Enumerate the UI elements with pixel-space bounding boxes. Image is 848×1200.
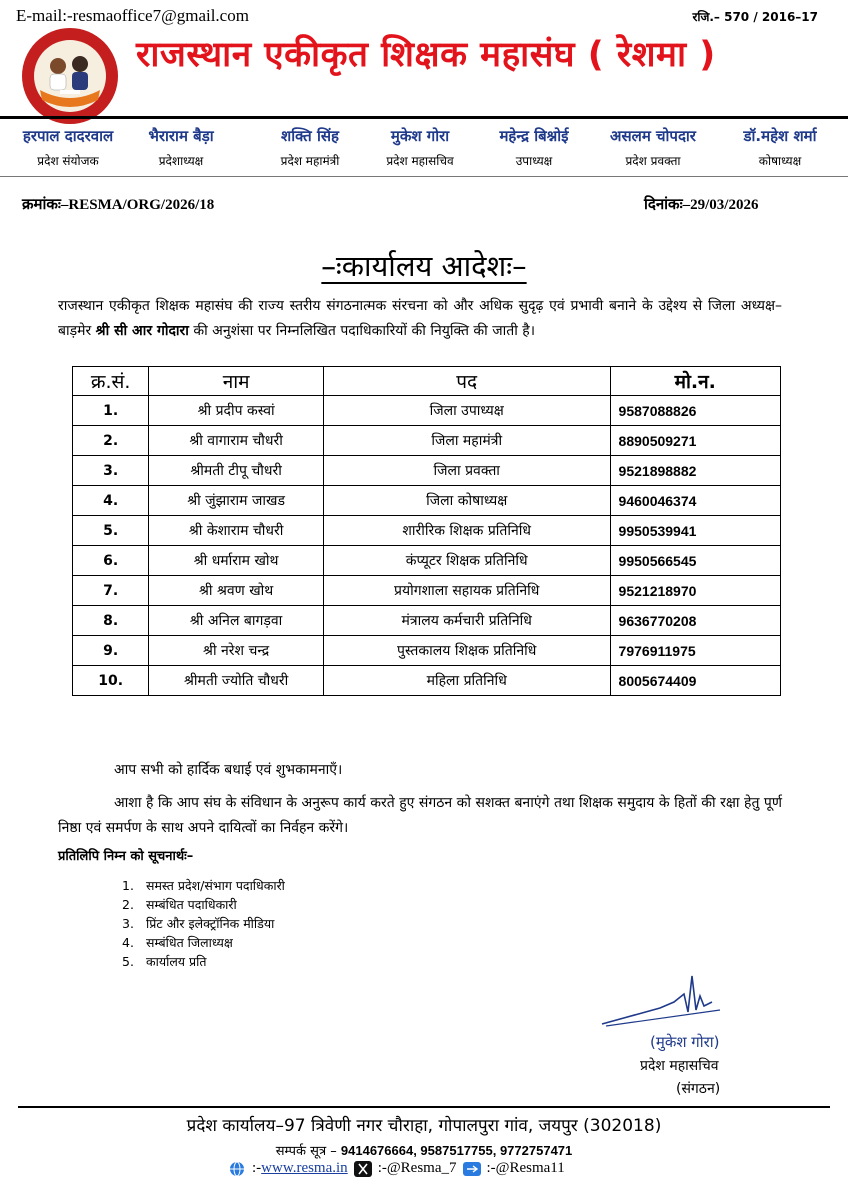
officer (258, 126, 362, 169)
cell-post: पुस्तकालय शिक्षक प्रतिनिधि (323, 636, 610, 666)
cell-name: श्रीमती टीपू चौधरी (149, 456, 324, 486)
cell-post: जिला महामंत्री (323, 426, 610, 456)
cell-mobile: 9460046374 (610, 486, 780, 516)
cell-mobile: 9950566545 (610, 546, 780, 576)
intro-bold: श्री सी आर गोदारा (95, 323, 189, 339)
cell-sno: 8. (73, 606, 149, 636)
signatory-name: (मुकेश गोरा) (650, 1033, 720, 1051)
list-item-num: 3. (122, 916, 134, 931)
col-header-name: नाम (149, 367, 324, 396)
list-item-num: 2. (122, 897, 134, 912)
officer (596, 126, 710, 169)
intro-pre: राजस्थान एकीकृत शिक्षक महासंघ की राज्य स्तरीय संगठनात्मक संरचना को और अधिक सुदृढ़ एवं प्रभावी बनाने के उद्देश्य से जिला अध्यक्ष–बाड़मेर (58, 298, 782, 339)
signatory-designation: प्रदेश महासचिव (640, 1058, 719, 1074)
officer (16, 126, 120, 169)
list-item-num: 1. (122, 878, 134, 893)
officer (724, 126, 836, 169)
cell-sno: 6. (73, 546, 149, 576)
header-email: E-mail:-resmaoffice7@gmail.com (16, 6, 249, 25)
table-row (73, 546, 781, 576)
cell-sno: 4. (73, 486, 149, 516)
cell-name: श्री वागाराम चौधरी (149, 426, 324, 456)
list-item-num: 5. (122, 954, 134, 969)
officer-name: शक्ति सिंह (281, 127, 339, 145)
appointment-table (72, 366, 781, 696)
officer (128, 126, 234, 169)
cell-mobile: 9521898882 (610, 456, 780, 486)
table-header-row (73, 367, 781, 396)
cell-sno: 9. (73, 636, 149, 666)
officer-designation: कोषाध्यक्ष (758, 154, 802, 168)
officer (474, 126, 594, 169)
list-item-text: सम्बंधित जिलाध्यक्ष (146, 935, 233, 950)
col-header-mobile: मो.न. (610, 367, 780, 396)
cell-name: श्री केशाराम चौधरी (149, 516, 324, 546)
table-row (73, 426, 781, 456)
cell-mobile: 9587088826 (610, 396, 780, 426)
intro-post: की अनुशंसा पर निम्नलिखित पदाधिकारियों की नियुक्ति की जाती है। (188, 323, 536, 339)
contact-numbers: 9414676664, 9587517755, 9772757471 (340, 1143, 573, 1158)
globe-icon (228, 1161, 246, 1177)
officer-name: डॉ.महेश शर्मा (743, 127, 817, 145)
cell-post: महिला प्रतिनिधि (323, 666, 610, 696)
cell-post: प्रयोगशाला सहायक प्रतिनिधि (323, 576, 610, 606)
hope-paragraph: आशा है कि आप संघ के संविधान के अनुरूप कार्य करते हुए संगठन को सशक्त बनाएंगे तथा शिक्षक समुदाय के हितों की रक्षा हेतु पूर्ण निष्ठा एवं समर्पण के साथ अपने दायित्वों का निर्वहन करेंगे। (58, 795, 782, 836)
cell-mobile: 8890509271 (610, 426, 780, 456)
cell-sno: 5. (73, 516, 149, 546)
cell-sno: 1. (73, 396, 149, 426)
officer-designation: प्रदेश प्रवक्ता (625, 154, 681, 168)
cell-sno: 7. (73, 576, 149, 606)
cell-post: जिला उपाध्यक्ष (323, 396, 610, 426)
intro-paragraph (58, 294, 782, 344)
cell-mobile: 9950539941 (610, 516, 780, 546)
cell-sno: 3. (73, 456, 149, 486)
cell-sno: 10. (73, 666, 149, 696)
officer-name: महेन्द्र बिश्नोई (499, 127, 569, 145)
cell-name: श्री जुंझाराम जाखड (149, 486, 324, 516)
officer-designation: उपाध्यक्ष (515, 154, 553, 168)
copy-to-title: प्रतिलिपि निम्न को सूचनार्थः– (58, 849, 194, 864)
cell-name: श्री श्रवण खोथ (149, 576, 324, 606)
col-header-post: पद (323, 367, 610, 396)
org-title: राजस्थान एकीकृत शिक्षक महासंघ ( रेशमा ) (136, 35, 716, 75)
table-body (73, 396, 781, 696)
org-logo (20, 26, 120, 126)
website-prefix: :- (252, 1160, 262, 1176)
order-date: दिनांकः–29/03/2026 (644, 197, 759, 213)
officer-designation: प्रदेशाध्यक्ष (158, 154, 204, 168)
cell-post: शारीरिक शिक्षक प्रतिनिधि (323, 516, 610, 546)
table-row (73, 396, 781, 426)
officer-name: मुकेश गोरा (390, 127, 450, 145)
x-icon (354, 1161, 372, 1177)
cell-sno: 2. (73, 426, 149, 456)
signature (600, 972, 726, 1030)
cell-name: श्री अनिल बागड़वा (149, 606, 324, 636)
registration-number: रजि.– 570 / 2016–17 (692, 10, 818, 24)
contact-line (0, 1141, 848, 1159)
officer (368, 126, 472, 169)
list-item-text: कार्यालय प्रति (146, 954, 207, 969)
cell-name: श्री नरेश चन्द्र (149, 636, 324, 666)
cell-post: जिला कोषाध्यक्ष (323, 486, 610, 516)
cell-name: श्री धर्माराम खोथ (149, 546, 324, 576)
list-item (122, 876, 285, 895)
list-item (122, 952, 285, 971)
table-row (73, 516, 781, 546)
greeting: आप सभी को हार्दिक बधाई एवं शुभकामनाएँ। (114, 762, 343, 778)
cell-mobile: 7976911975 (610, 636, 780, 666)
x-handle[interactable]: :-@Resma_7 (377, 1160, 457, 1176)
footer-divider (18, 1106, 830, 1108)
table-row (73, 576, 781, 606)
col-header-sno: क्र.सं. (73, 367, 149, 396)
signatory-unit: (संगठन) (676, 1081, 721, 1097)
officer-name: भैराराम बैड़ा (148, 127, 214, 145)
list-item-text: सम्बंधित पदाधिकारी (146, 897, 237, 912)
list-item (122, 933, 285, 952)
cell-mobile: 9636770208 (610, 606, 780, 636)
list-item-num: 4. (122, 935, 134, 950)
social-links (228, 1160, 565, 1177)
messenger-icon (463, 1161, 481, 1177)
order-heading-text: –ःकार्यालय आदेशः– (321, 249, 527, 283)
cell-post: कंप्यूटर शिक्षक प्रतिनिधि (323, 546, 610, 576)
cell-mobile: 8005674409 (610, 666, 780, 696)
table-row (73, 486, 781, 516)
list-item (122, 895, 285, 914)
reference-number: क्रमांकः–RESMA/ORG/2026/18 (22, 197, 215, 213)
officer-divider (0, 176, 848, 177)
office-address: प्रदेश कार्यालय–97 त्रिवेणी नगर चौराहा, गोपालपुरा गांव, जयपुर (302018) (186, 1116, 662, 1136)
cell-name: श्री प्रदीप कस्वां (149, 396, 324, 426)
list-item (122, 914, 285, 933)
officer-designation: प्रदेश महामंत्री (280, 154, 340, 168)
officer-name: हरपाल दादरवाल (22, 127, 114, 145)
cell-post: जिला प्रवक्ता (323, 456, 610, 486)
table-row (73, 456, 781, 486)
table-row (73, 666, 781, 696)
header-divider (0, 116, 848, 119)
officer-designation: प्रदेश महासचिव (386, 154, 454, 168)
officer-name: असलम चोपदार (610, 127, 696, 145)
officer-designation: प्रदेश संयोजक (37, 154, 99, 168)
order-heading (0, 246, 848, 285)
cell-post: मंत्रालय कर्मचारी प्रतिनिधि (323, 606, 610, 636)
cell-mobile: 9521218970 (610, 576, 780, 606)
contact-label: सम्पर्क सूत्र – (275, 1144, 341, 1159)
table-row (73, 636, 781, 666)
website-link[interactable]: www.resma.in (261, 1160, 348, 1176)
list-item-text: समस्त प्रदेश/संभाग पदाधिकारी (146, 878, 285, 893)
table-row (73, 606, 781, 636)
list-item-text: प्रिंट और इलेक्ट्रॉनिक मीडिया (146, 916, 275, 931)
officer-strip (0, 126, 848, 170)
cell-name: श्रीमती ज्योति चौधरी (149, 666, 324, 696)
copy-to-list (122, 876, 285, 971)
other-handle[interactable]: :-@Resma11 (486, 1160, 565, 1176)
